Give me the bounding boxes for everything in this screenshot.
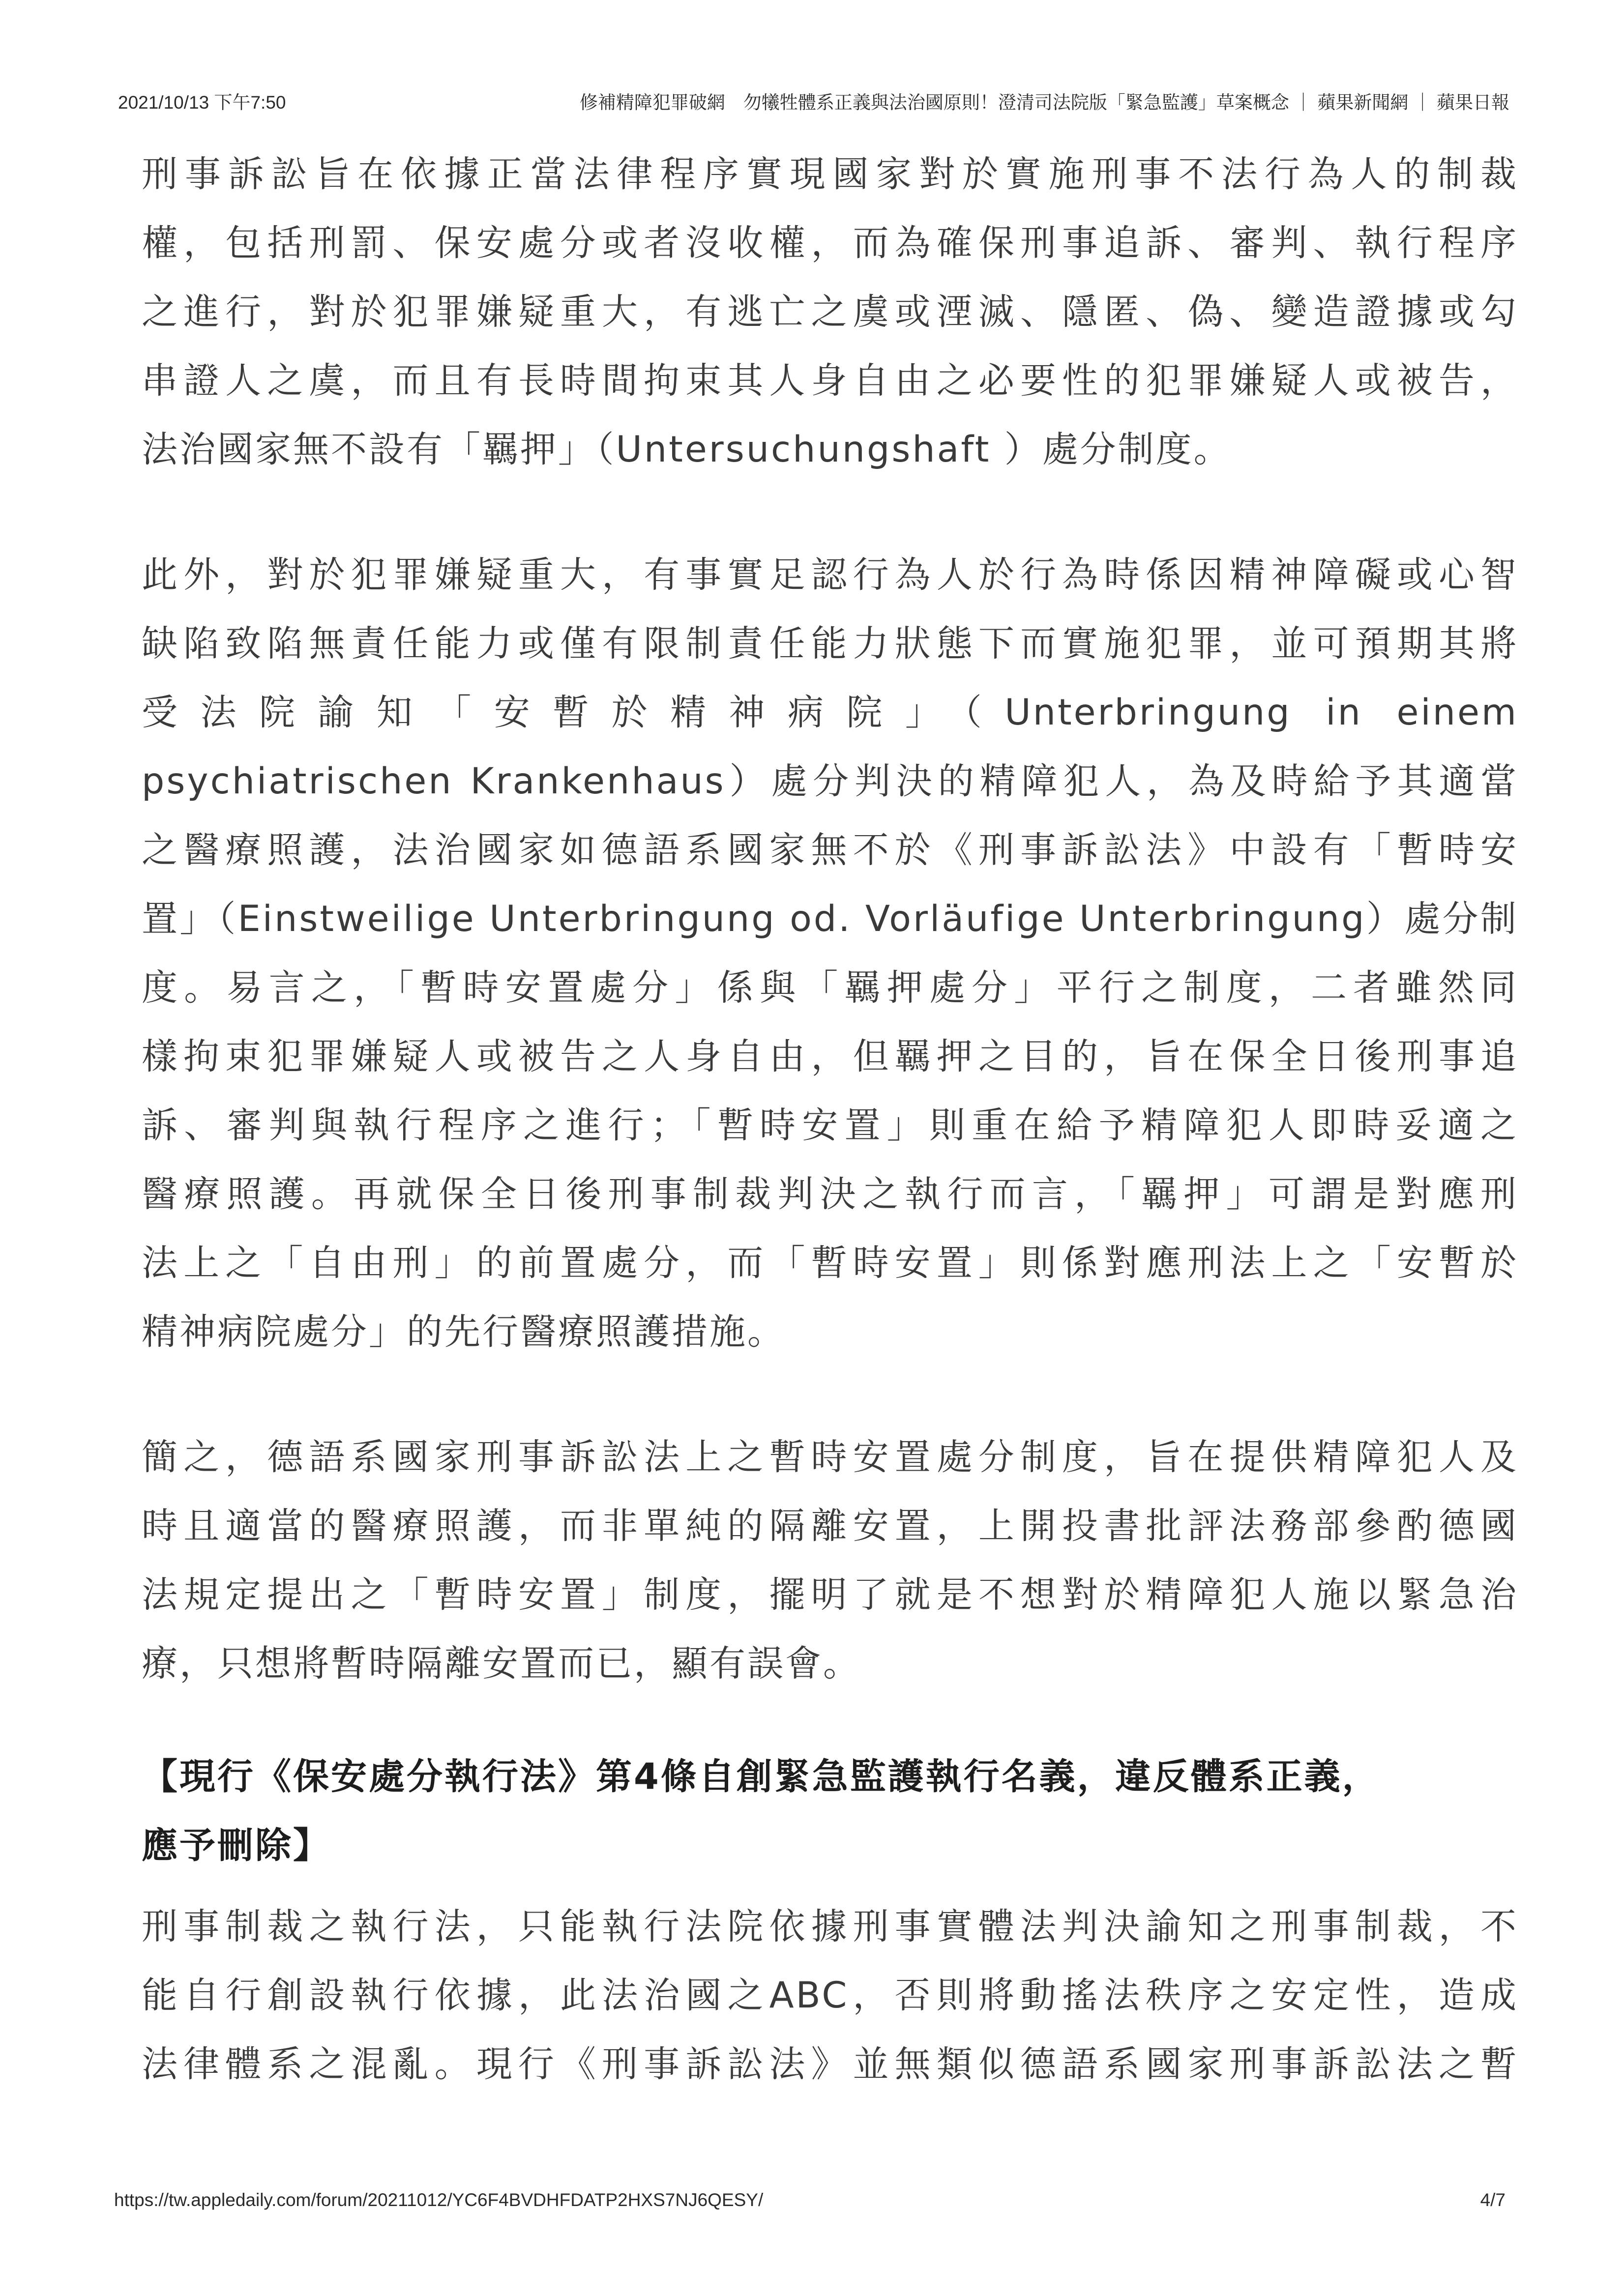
paragraph-line: 之醫療照護，法治國家如德語系國家無不於《刑事訴訟法》中設有「暫時安 [142, 829, 1518, 871]
paragraph-line: 權，包括刑罰、保安處分或者沒收權，而為確保刑事追訴、審判、執行程序 [142, 222, 1518, 264]
article-body [142, 140, 1518, 2099]
paragraph-line: 缺陷致陷無責任能力或僅有限制責任能力狀態下而實施犯罪，並可預期其將 [142, 623, 1518, 665]
paragraph-line: 醫療照護。再就保全日後刑事制裁判決之執行而言，「羈押」可謂是對應刑 [142, 1173, 1518, 1215]
paragraph-line: 度。易言之，「暫時安置處分」係與「羈押處分」平行之制度，二者雖然同 [142, 967, 1518, 1009]
paragraph-line: 串證人之虞，而且有長時間拘束其人身自由之必要性的犯罪嫌疑人或被告， [142, 360, 1518, 402]
paragraph-line: 能自行創設執行依據，此法治國之ABC，否則將動搖法秩序之安定性，造成 [142, 1975, 1518, 2016]
paragraph-line: 刑事制裁之執行法，只能執行法院依據刑事實體法判決諭知之刑事制裁，不 [142, 1906, 1518, 1947]
page-number: 4/7 [1480, 2190, 1506, 2210]
paragraph-line: 刑事訴訟旨在依據正當法律程序實現國家對於實施刑事不法行為人的制裁 [142, 153, 1518, 195]
paragraph-line: 法律體系之混亂。現行《刑事訴訟法》並無類似德語系國家刑事訴訟法之暫 [142, 2043, 1518, 2085]
paragraph-line: 之進行，對於犯罪嫌疑重大，有逃亡之虞或湮滅、隱匿、偽、變造證據或勾 [142, 291, 1518, 333]
paragraph-line: 療，只想將暫時隔離安置而已，顯有誤會。 [142, 1643, 861, 1685]
paragraph-line: 此外，對於犯罪嫌疑重大，有事實足認行為人於行為時係因精神障礙或心智 [142, 554, 1518, 596]
paragraph-1 [142, 140, 1518, 484]
paragraph-line: 時且適當的醫療照護，而非單純的隔離安置，上開投書批評法務部參酌德國 [142, 1505, 1518, 1547]
paragraph-2 [142, 541, 1518, 1366]
paragraph-line: 受法院諭知「安暫於精神病院」（Unterbringung in einem [142, 692, 1518, 733]
heading-line: 應予刪除】 [142, 1825, 331, 1866]
section-heading [142, 1743, 1518, 1880]
paragraph-line: 法規定提出之「暫時安置」制度，擺明了就是不想對於精障犯人施以緊急治 [142, 1574, 1518, 1616]
print-page-title: 修補精障犯罪破網 勿犧牲體系正義與法治國原則！澄清司法院版「緊急監護」草案概念 ｜ 蘋果新聞網 ｜ 蘋果日報 [579, 92, 1509, 113]
paragraph-line: 精神病院處分」的先行醫療照護措施。 [142, 1311, 785, 1353]
paragraph-3 [142, 1423, 1518, 1698]
paragraph-line: 法治國家無不設有「羈押」（Untersuchungshaft ）處分制度。 [142, 429, 1232, 470]
page-url: https://tw.appledaily.com/forum/20211012/YC6F4BVDHFDATP2HXS7NJ6QESY/ [114, 2190, 764, 2210]
paragraph-line: 樣拘束犯罪嫌疑人或被告之人身自由，但羈押之目的，旨在保全日後刑事追 [142, 1036, 1518, 1077]
paragraph-4 [142, 1892, 1518, 2099]
paragraph-line: 訴、審判與執行程序之進行；「暫時安置」則重在給予精障犯人即時妥適之 [142, 1104, 1518, 1146]
paragraph-line: 法上之「自由刑」的前置處分，而「暫時安置」則係對應刑法上之「安暫於 [142, 1242, 1518, 1284]
heading-line: 【現行《保安處分執行法》第4條自創緊急監護執行名義，違反體系正義， [142, 1756, 1380, 1798]
paragraph-line: psychiatrischen Krankenhaus）處分判決的精障犯人，為及時給予其適當 [142, 760, 1518, 802]
paragraph-line: 置」（Einstweilige Unterbringung od. Vorläufige Unterbringung）處分制 [142, 898, 1518, 940]
print-datetime: 2021/10/13 下午7:50 [118, 92, 286, 113]
paragraph-line: 簡之，德語系國家刑事訴訟法上之暫時安置處分制度，旨在提供精障犯人及 [142, 1436, 1518, 1478]
